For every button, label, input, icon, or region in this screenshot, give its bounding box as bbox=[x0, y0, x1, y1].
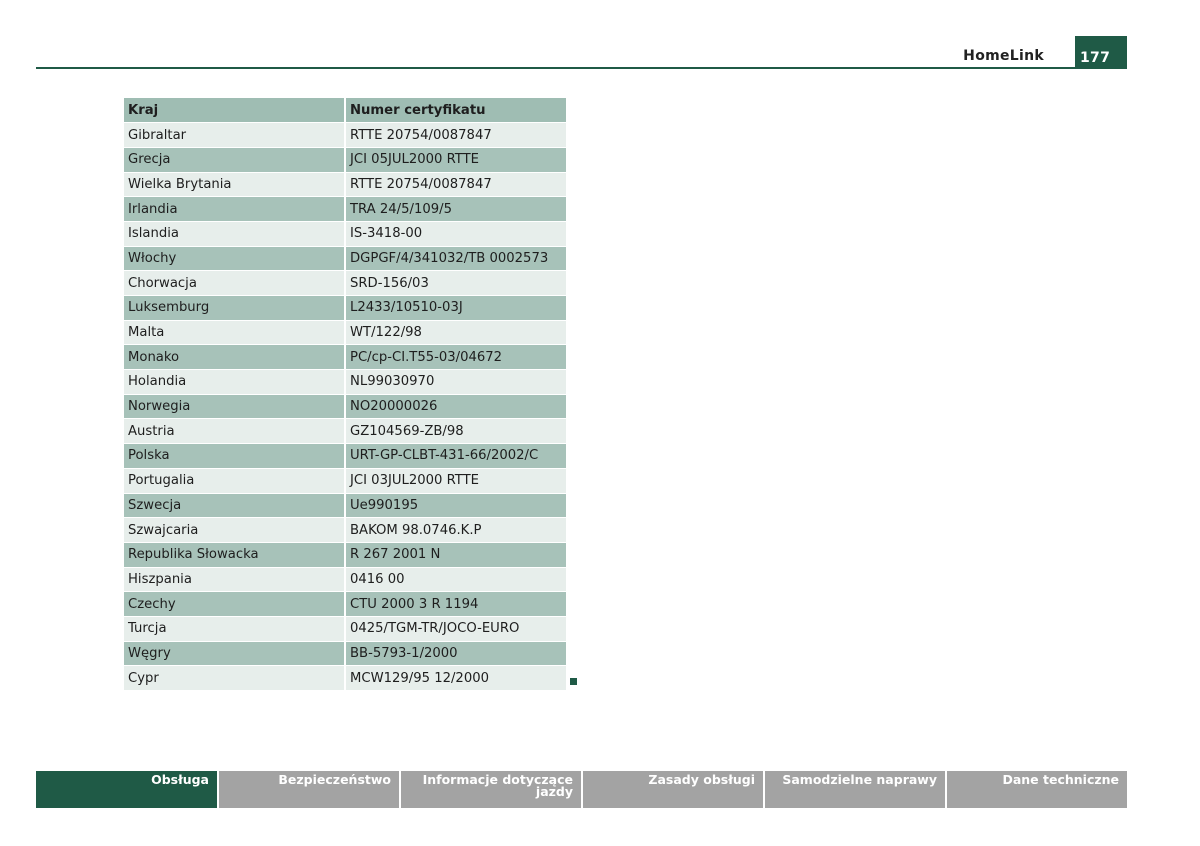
country-cell: Turcja bbox=[124, 616, 345, 641]
country-cell: Holandia bbox=[124, 370, 345, 395]
table-row bbox=[124, 296, 566, 321]
table-row bbox=[124, 592, 566, 617]
certificate-cell: BB-5793-1/2000 bbox=[345, 641, 566, 666]
header-rule bbox=[36, 67, 1127, 69]
table-row bbox=[124, 172, 566, 197]
table-row bbox=[124, 542, 566, 567]
country-cell: Hiszpania bbox=[124, 567, 345, 592]
certificate-cell: NO20000026 bbox=[345, 394, 566, 419]
table-row bbox=[124, 320, 566, 345]
page-number: 177 bbox=[1075, 36, 1127, 69]
country-cell: Grecja bbox=[124, 147, 345, 172]
certificate-cell: NL99030970 bbox=[345, 370, 566, 395]
table-row bbox=[124, 468, 566, 493]
certificate-cell: MCW129/95 12/2000 bbox=[345, 666, 566, 691]
nav-tab-informacje-dotyczace-jazdy[interactable] bbox=[401, 771, 581, 808]
certificate-cell: GZ104569-ZB/98 bbox=[345, 419, 566, 444]
certificate-cell: IS-3418-00 bbox=[345, 221, 566, 246]
nav-tab-dane-techniczne[interactable] bbox=[947, 771, 1127, 808]
table-row bbox=[124, 493, 566, 518]
table-row bbox=[124, 518, 566, 543]
table-row bbox=[124, 370, 566, 395]
nav-tab-obsluga[interactable] bbox=[36, 771, 217, 808]
country-cell: Szwecja bbox=[124, 493, 345, 518]
table-row bbox=[124, 221, 566, 246]
country-cell: Czechy bbox=[124, 592, 345, 617]
table-row bbox=[124, 271, 566, 296]
country-cell: Gibraltar bbox=[124, 123, 345, 148]
certificate-cell: PC/cp-CI.T55-03/04672 bbox=[345, 345, 566, 370]
country-cell: Islandia bbox=[124, 221, 345, 246]
end-of-section-marker bbox=[570, 678, 577, 685]
table-row bbox=[124, 666, 566, 691]
table-row bbox=[124, 123, 566, 148]
certificate-cell: R 267 2001 N bbox=[345, 542, 566, 567]
nav-tab-label: Zasady obsługi bbox=[648, 772, 755, 787]
nav-tab-samodzielne-naprawy[interactable] bbox=[765, 771, 945, 808]
country-cell: Węgry bbox=[124, 641, 345, 666]
nav-tab-label: Informacje dotyczące bbox=[422, 772, 573, 787]
table-row bbox=[124, 419, 566, 444]
table-row bbox=[124, 444, 566, 469]
table-row bbox=[124, 616, 566, 641]
certificate-cell: JCI 05JUL2000 RTTE bbox=[345, 147, 566, 172]
certificate-cell: URT-GP-CLBT-431-66/2002/C bbox=[345, 444, 566, 469]
nav-tab-zasady-obslugi[interactable] bbox=[583, 771, 763, 808]
certificate-cell: 0425/TGM-TR/JOCO-EURO bbox=[345, 616, 566, 641]
certificate-cell: RTTE 20754/0087847 bbox=[345, 172, 566, 197]
certificate-cell: SRD-156/03 bbox=[345, 271, 566, 296]
nav-tab-label: Dane techniczne bbox=[1002, 772, 1119, 787]
country-cell: Wielka Brytania bbox=[124, 172, 345, 197]
country-cell: Austria bbox=[124, 419, 345, 444]
country-cell: Luksemburg bbox=[124, 296, 345, 321]
certificate-cell: WT/122/98 bbox=[345, 320, 566, 345]
certificate-cell: BAKOM 98.0746.K.P bbox=[345, 518, 566, 543]
certificate-cell: CTU 2000 3 R 1194 bbox=[345, 592, 566, 617]
certificate-cell: TRA 24/5/109/5 bbox=[345, 197, 566, 222]
certificate-cell: 0416 00 bbox=[345, 567, 566, 592]
table-header-row bbox=[124, 98, 566, 123]
nav-tab-label: Samodzielne naprawy bbox=[782, 772, 937, 787]
country-cell: Norwegia bbox=[124, 394, 345, 419]
table-row bbox=[124, 641, 566, 666]
country-cell: Chorwacja bbox=[124, 271, 345, 296]
table-row bbox=[124, 567, 566, 592]
column-header-certificate: Numer certyfikatu bbox=[345, 98, 566, 123]
certificate-table bbox=[124, 98, 566, 691]
country-cell: Monako bbox=[124, 345, 345, 370]
certificate-cell: DGPGF/4/341032/TB 0002573 bbox=[345, 246, 566, 271]
table-row bbox=[124, 246, 566, 271]
table-row bbox=[124, 147, 566, 172]
country-cell: Portugalia bbox=[124, 468, 345, 493]
nav-tab-label-line2: jazdy bbox=[535, 784, 573, 799]
table-row bbox=[124, 197, 566, 222]
country-cell: Włochy bbox=[124, 246, 345, 271]
column-header-country: Kraj bbox=[124, 98, 345, 123]
certificate-cell: RTTE 20754/0087847 bbox=[345, 123, 566, 148]
nav-tab-label: Bezpieczeństwo bbox=[278, 772, 391, 787]
country-cell: Cypr bbox=[124, 666, 345, 691]
table-body bbox=[124, 123, 566, 691]
certificate-cell: L2433/10510-03J bbox=[345, 296, 566, 321]
nav-tab-bezpieczenstwo[interactable] bbox=[219, 771, 399, 808]
country-cell: Szwajcaria bbox=[124, 518, 345, 543]
nav-tab-label: Obsługa bbox=[151, 772, 209, 787]
country-cell: Malta bbox=[124, 320, 345, 345]
table-row bbox=[124, 394, 566, 419]
country-cell: Polska bbox=[124, 444, 345, 469]
table-row bbox=[124, 345, 566, 370]
country-cell: Republika Słowacka bbox=[124, 542, 345, 567]
footer-navigation bbox=[36, 771, 1127, 808]
certificate-cell: Ue990195 bbox=[345, 493, 566, 518]
certificate-cell: JCI 03JUL2000 RTTE bbox=[345, 468, 566, 493]
country-cell: Irlandia bbox=[124, 197, 345, 222]
section-title: HomeLink bbox=[963, 48, 1044, 64]
